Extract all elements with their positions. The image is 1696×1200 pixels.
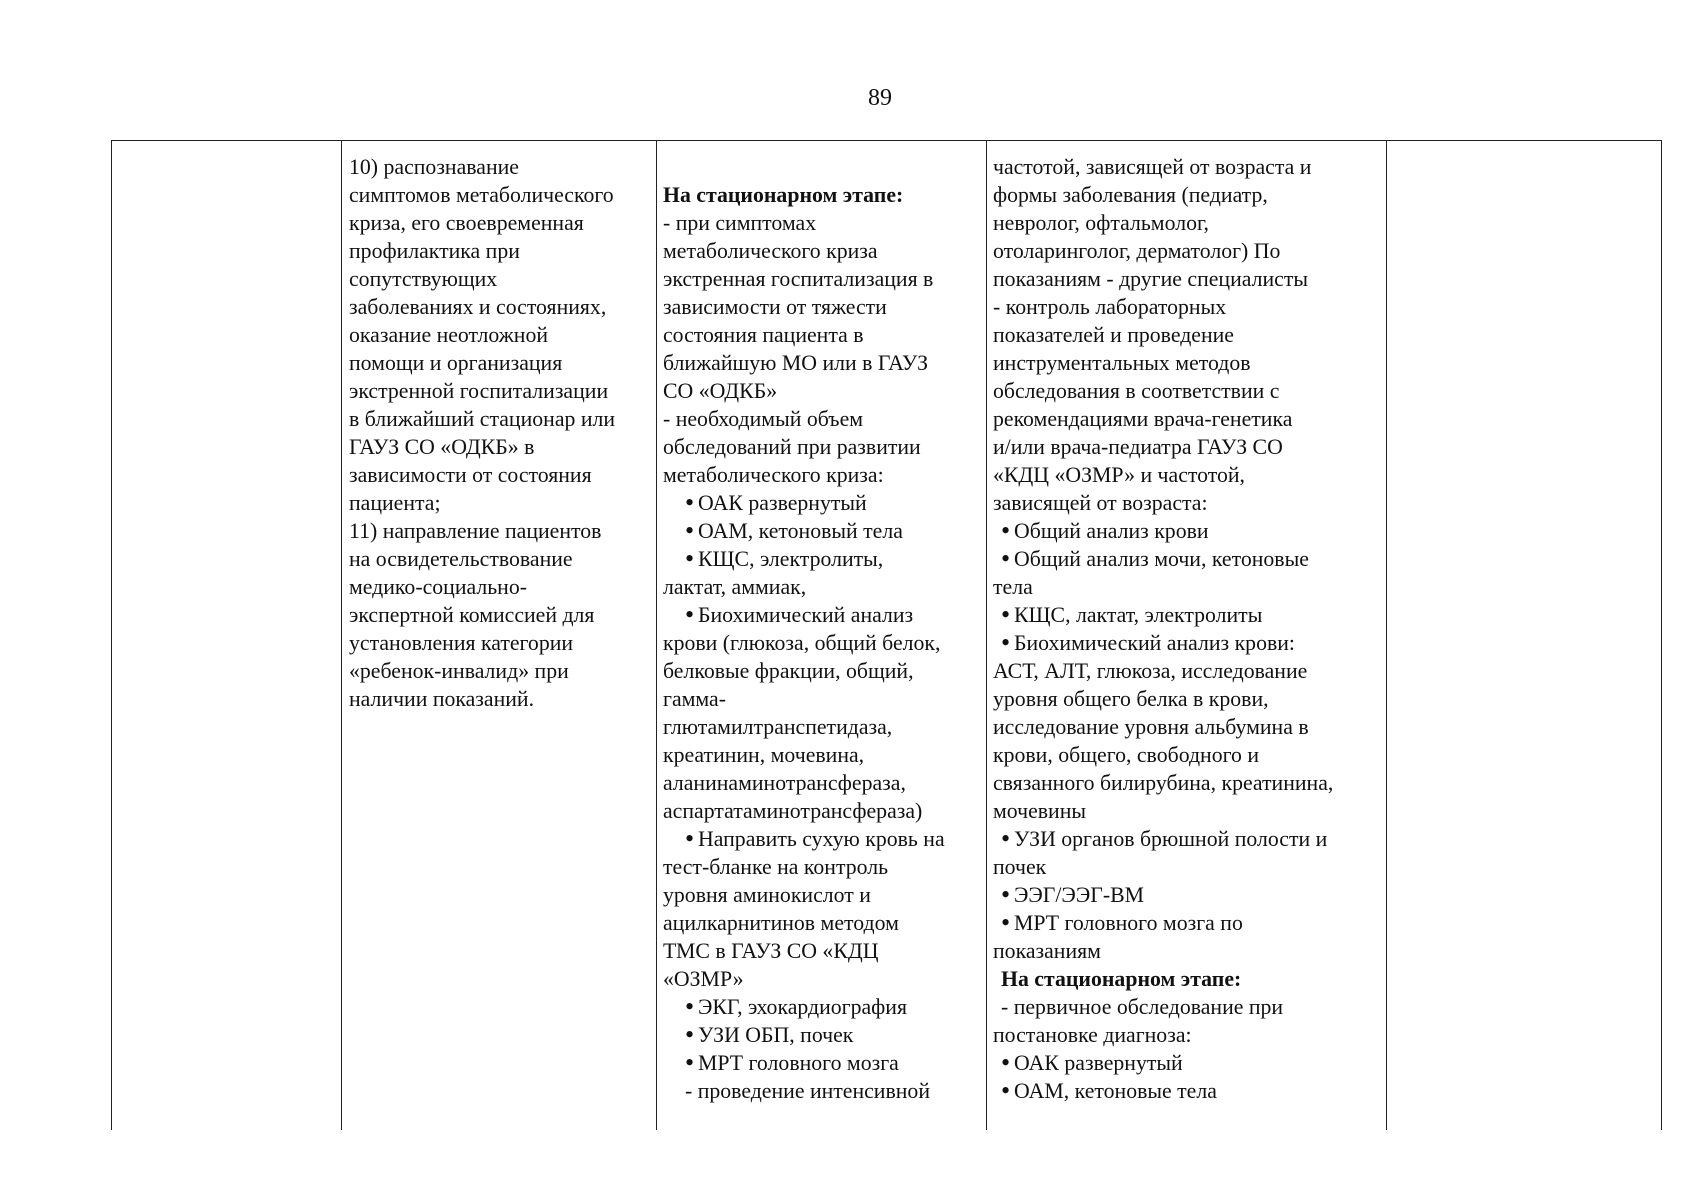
text-line: 11) направление пациентов — [349, 519, 602, 543]
text-line: • ОАМ, кетоновый тела — [663, 517, 945, 545]
text-line: • Направить сухую кровь на — [663, 825, 945, 853]
text-line: профилактика при — [349, 239, 520, 263]
text-line: - проведение интенсивной — [685, 1079, 930, 1103]
text-line: • УЗИ ОБП, почек — [663, 1021, 945, 1049]
text-line: инструментальных методов — [993, 351, 1251, 375]
text-line: показаниям — [993, 939, 1101, 963]
text-line: показаниям - другие специалисты — [993, 267, 1309, 291]
text-line: • КЩС, электролиты, — [663, 545, 945, 573]
text-line: состояния пациента в — [663, 323, 864, 347]
text-line: «КДЦ «ОЗМР» и частотой, — [993, 463, 1245, 487]
medical-table — [111, 140, 1662, 1130]
text-line: почек — [993, 855, 1047, 879]
text-line: аланинаминотрансфераза, — [663, 771, 906, 795]
text-line: • ОАК развернутый — [663, 489, 945, 517]
text-line: формы заболевания (педиатр, — [993, 183, 1268, 207]
text-line: • ОАМ, кетоновые тела — [993, 1077, 1333, 1105]
text-line: - контроль лабораторных — [993, 295, 1227, 319]
text-line: зависящей от возраста: — [993, 491, 1208, 515]
column-divider — [986, 141, 987, 1130]
text-line: • МРТ головного мозга по — [993, 909, 1333, 937]
text-line: в ближайший стационар или — [349, 407, 616, 431]
text-line: • МРТ головного мозга — [663, 1049, 945, 1077]
text-line: крови (глюкоза, общий белок, — [663, 631, 941, 655]
monitoring-column — [993, 153, 1333, 1105]
text-line: обследований при развитии — [663, 435, 921, 459]
text-line: пациента; — [349, 491, 441, 515]
text-line: АСТ, АЛТ, глюкоза, исследование — [993, 659, 1308, 683]
text-line: экстренная госпитализация в — [663, 267, 934, 291]
text-line: установления категории — [349, 631, 574, 655]
text-line: наличии показаний. — [349, 687, 535, 711]
text-line: зависимости от тяжести — [663, 295, 887, 319]
text-line: ацилкарнитинов методом — [663, 911, 899, 935]
text-line: метаболического криза: — [663, 463, 884, 487]
text-line: ТМС в ГАУЗ СО «КДЦ — [663, 939, 879, 963]
text-line: тела — [993, 575, 1033, 599]
tasks-column — [349, 153, 615, 713]
text-line: лактат, аммиак, — [663, 575, 807, 599]
text-line: на освидетельствование — [349, 547, 573, 571]
text-line: постановке диагноза: — [993, 1023, 1192, 1047]
text-line: крови, общего, свободного и — [993, 743, 1260, 767]
text-line: медико-социально- — [349, 575, 527, 599]
column-divider — [1386, 141, 1387, 1130]
text-line: • ОАК развернутый — [993, 1049, 1333, 1077]
text-line: креатинин, мочевина, — [663, 743, 865, 767]
text-line: СО «ОДКБ» — [663, 379, 778, 403]
text-line: «ребенок-инвалид» при — [349, 659, 569, 683]
text-line: сопутствующих — [349, 267, 498, 291]
inpatient-stage-column — [663, 153, 945, 1105]
text-line: тест-бланке на контроль — [663, 855, 889, 879]
text-line: аспартатаминотрансфераза) — [663, 799, 923, 823]
text-line: помощи и организация — [349, 351, 563, 375]
page-number: 89 — [868, 85, 892, 111]
text-line: - первичное обследование при — [1001, 995, 1284, 1019]
text-line: уровня аминокислот и — [663, 883, 871, 907]
text-line: и/или врача-педиатра ГАУЗ СО — [993, 435, 1283, 459]
text-line: На стационарном этапе: — [1001, 967, 1242, 991]
text-line: метаболического криза — [663, 239, 878, 263]
text-line: симптомов метаболического — [349, 183, 614, 207]
text-line: • Общий анализ мочи, кетоновые — [993, 545, 1333, 573]
text-line: • Биохимический анализ крови: — [993, 629, 1333, 657]
text-line — [663, 153, 945, 181]
text-line: гамма- — [663, 687, 726, 711]
text-line: отоларинголог, дерматолог) По — [993, 239, 1281, 263]
column-divider — [656, 141, 657, 1130]
text-line: экспертной комиссией для — [349, 603, 595, 627]
text-line: На стационарном этапе: — [663, 183, 904, 207]
text-line: связанного билирубина, креатинина, — [993, 771, 1334, 795]
text-line: оказание неотложной — [349, 323, 549, 347]
text-line: исследование уровня альбумина в — [993, 715, 1309, 739]
text-line: мочевины — [993, 799, 1087, 823]
text-line: • ЭКГ, эхокардиография — [663, 993, 945, 1021]
text-line: ГАУЗ СО «ОДКБ» в — [349, 435, 535, 459]
text-line: глютамилтранспетидаза, — [663, 715, 893, 739]
text-line: криза, его своевременная — [349, 211, 584, 235]
text-line: экстренной госпитализации — [349, 379, 609, 403]
text-line: невролог, офтальмолог, — [993, 211, 1209, 235]
text-line: - необходимый объем — [663, 407, 864, 431]
text-line: «ОЗМР» — [663, 967, 744, 991]
text-line: зависимости от состояния — [349, 463, 592, 487]
text-line: белковые фракции, общий, — [663, 659, 914, 683]
text-line: обследования в соответствии с — [993, 379, 1280, 403]
text-line: • ЭЭГ/ЭЭГ-ВМ — [993, 881, 1333, 909]
text-line: частотой, зависящей от возраста и — [993, 155, 1312, 179]
column-divider — [341, 141, 342, 1130]
text-line: • УЗИ органов брюшной полости и — [993, 825, 1333, 853]
text-line: уровня общего белка в крови, — [993, 687, 1269, 711]
text-line: • КЩС, лактат, электролиты — [993, 601, 1333, 629]
text-line: • Общий анализ крови — [993, 517, 1333, 545]
text-line: показателей и проведение — [993, 323, 1234, 347]
text-line: 10) распознавание — [349, 155, 519, 179]
text-line: ближайшую МО или в ГАУЗ — [663, 351, 928, 375]
text-line: заболеваниях и состояниях, — [349, 295, 607, 319]
text-line: - при симптомах — [663, 211, 817, 235]
text-line: • Биохимический анализ — [663, 601, 945, 629]
text-line: рекомендациями врача-генетика — [993, 407, 1293, 431]
